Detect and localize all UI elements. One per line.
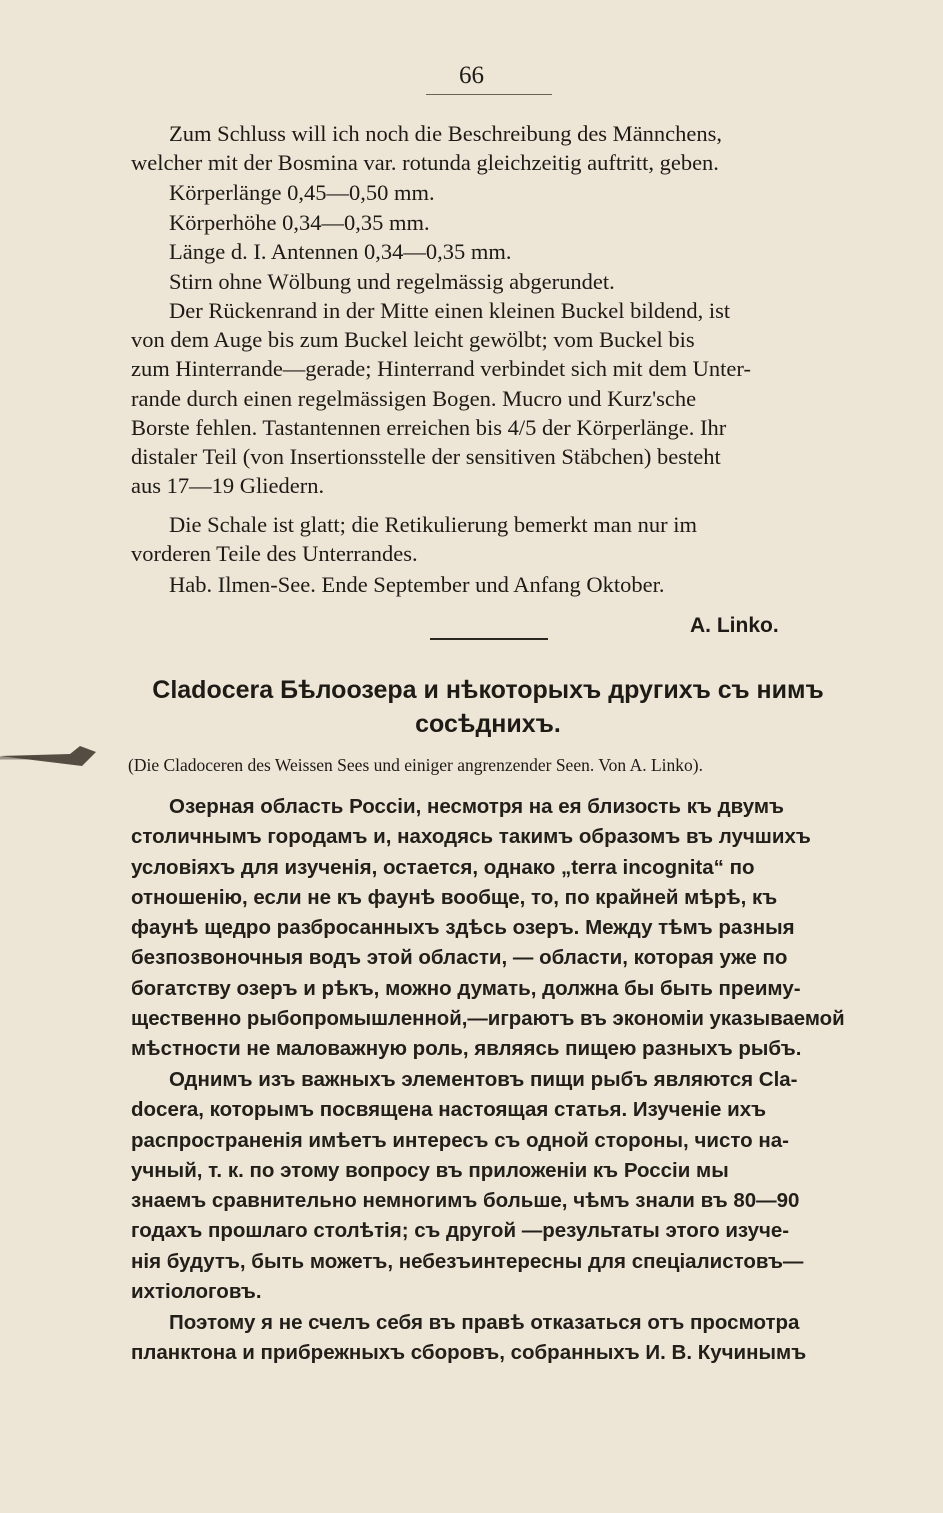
text-line: Körperlänge 0,45—0,50 mm. [169, 180, 435, 205]
text-line: welcher mit der Bosmina var. rotunda gleichzeitig auftritt, geben. [131, 150, 719, 176]
text-line: учный, т. к. по этому вопросу въ приложеніи къ Россіи мы [131, 1158, 729, 1182]
russian-paragraph [131, 1308, 845, 1369]
text-line: aus 17—19 Gliedern. [131, 473, 325, 499]
text-line: мѣстности не маловажную роль, являясь пищею разныхъ рыбъ. [131, 1037, 802, 1061]
text-line: distaler Teil (von Insertionsstelle der sensitiven Stäbchen) besteht [131, 443, 721, 469]
page-number-rule [426, 94, 552, 95]
text-line: щественно рыбопромышленной,—играютъ въ экономіи указываемой [131, 1007, 845, 1031]
article-title-line-2: сосѣднихъ. [415, 710, 561, 738]
german-paragraph [131, 510, 845, 568]
text-line: богатству озеръ и рѣкъ, можно думать, должна бы быть преиму- [131, 976, 801, 1000]
text-line: столичнымъ городамъ и, находясь такимъ образомъ въ лучшихъ [131, 825, 811, 849]
text-line: годахъ прошлаго столѣтія; съ другой —результаты этого изуче- [131, 1219, 790, 1243]
text-line: безпозвоночныя водъ этой области, — области, которая уже по [131, 946, 788, 970]
article-title-line-1: Cladocera Бѣлоозера и нѣкоторыхъ другихъ съ нимъ [152, 676, 824, 704]
german-paragraph [131, 570, 845, 599]
text-line: Zum Schluss will ich noch die Beschreibung des Männchens, [169, 121, 723, 146]
german-paragraph [131, 296, 845, 500]
text-line: docera, которымъ посвящена настоящая статья. Изученіе ихъ [131, 1098, 767, 1122]
german-paragraph [131, 178, 845, 207]
russian-paragraph [131, 792, 845, 1065]
text-line: Озерная область Россіи, несмотря на ея близость къ двумъ [169, 795, 784, 818]
text-line: фаунѣ щедро разбросанныхъ здѣсь озеръ. Между тѣмъ разныя [131, 916, 795, 940]
text-line: Körperhöhe 0,34—0,35 mm. [169, 210, 430, 235]
text-line: rande durch einen regelmässigen Bogen. Mucro und Kurz'sche [131, 385, 697, 411]
text-line: Hab. Ilmen-See. Ende September und Anfang Oktober. [169, 572, 665, 597]
text-line: Die Schale ist glatt; die Retikulierung bemerkt man nur im [169, 512, 698, 537]
text-line: Однимъ изъ важныхъ элементовъ пищи рыбъ являются Cla- [169, 1068, 798, 1091]
text-line: отношенію, если не къ фаунѣ вообще, то, по крайней мѣрѣ, къ [131, 885, 778, 909]
author-signature: A. Linko. [690, 614, 779, 637]
text-line: Länge d. I. Antennen 0,34—0,35 mm. [169, 239, 512, 264]
text-line: zum Hinterrande—gerade; Hinterrand verbindet sich mit dem Unter- [131, 356, 751, 382]
text-line: von dem Auge bis zum Buckel leicht gewölbt; vom Buckel bis [131, 327, 695, 353]
text-line: Der Rückenrand in der Mitte einen kleinen Buckel bildend, ist [169, 298, 731, 323]
russian-paragraph [131, 1065, 845, 1307]
text-line: Поэтому я не счелъ себя въ правѣ отказаться отъ просмотра [169, 1311, 800, 1334]
text-line: условіяхъ для изученія, остается, однако „terra incognita“ по [131, 855, 755, 879]
text-line: знаемъ сравнительно немногимъ больше, чѣмъ знали въ 80—90 [131, 1189, 800, 1213]
german-paragraph [131, 208, 845, 237]
section-divider [430, 638, 548, 640]
pen-mark-icon [0, 738, 100, 770]
german-paragraph [131, 119, 845, 177]
page-number: 66 [459, 62, 484, 89]
text-line: нія будутъ, быть можетъ, небезъинтересны для спеціалистовъ— [131, 1249, 804, 1273]
text-line: Stirn ohne Wölbung und regelmässig abgerundet. [169, 269, 615, 294]
german-paragraph [131, 237, 845, 266]
article-subtitle: (Die Cladoceren des Weissen Sees und einiger angrenzender Seen. Von A. Linko). [128, 755, 703, 775]
german-paragraph [131, 267, 845, 296]
text-line: планктона и прибрежныхъ сборовъ, собранныхъ И. В. Кучинымъ [131, 1341, 807, 1365]
text-line: vorderen Teile des Unterrandes. [131, 541, 418, 567]
text-line: распространенія имѣетъ интересъ съ одной стороны, чисто на- [131, 1128, 789, 1152]
text-line: Borste fehlen. Tastantennen erreichen bis 4/5 der Körperlänge. Ihr [131, 414, 727, 440]
text-line: ихтіологовъ. [131, 1280, 262, 1304]
